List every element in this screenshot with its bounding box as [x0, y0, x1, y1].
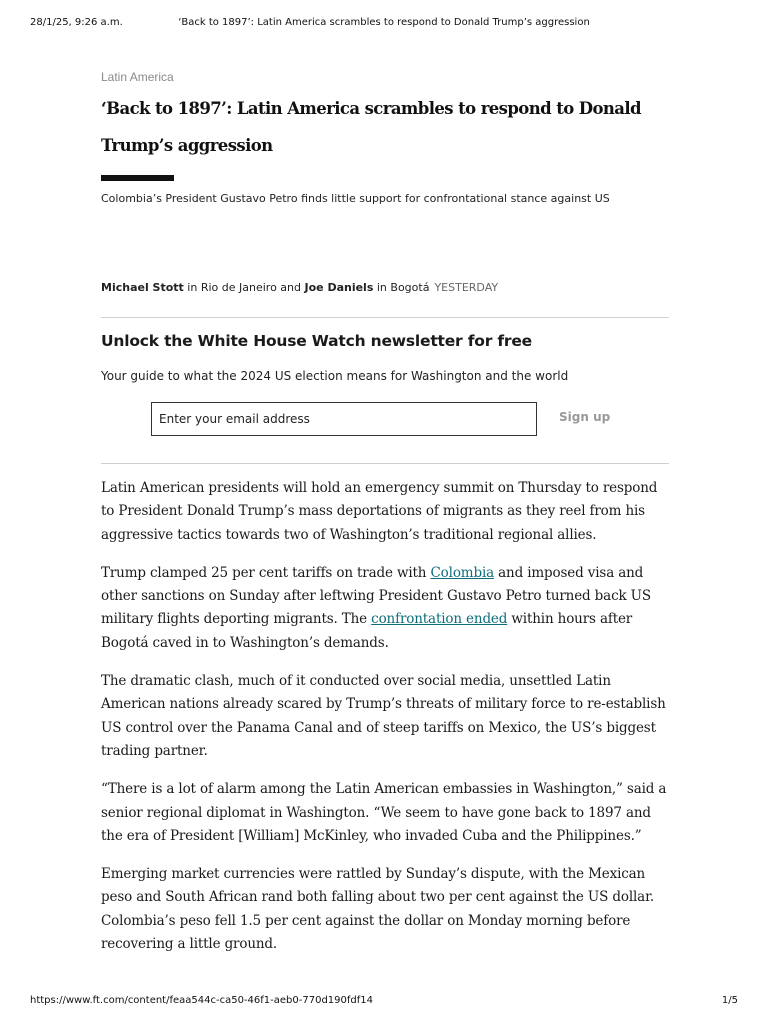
article	[101, 68, 669, 971]
headline-rule	[101, 175, 174, 181]
print-doc-title: ‘Back to 1897’: Latin America scrambles to respond to Donald Trump’s aggression	[178, 17, 590, 28]
body-paragraph: “There is a lot of alarm among the Latin American embassies in Washington,” said a senior regional diplomat in Washington. “We seem to have gone back to 1897 and the era of President [William] McKinley, who invaded Cuba and the Philippines.”	[101, 781, 667, 844]
author-name[interactable]: Michael Stott	[101, 281, 184, 294]
newsletter-description: Your guide to what the 2024 US election means for Washington and the world	[101, 369, 569, 383]
print-url: https://www.ft.com/content/feaa544c-ca50-46f1-aeb0-770d190fdf14	[30, 995, 373, 1006]
headline-line-2: Trump’s aggression	[101, 136, 273, 155]
email-field[interactable]: Enter your email address	[151, 402, 537, 436]
body-paragraph	[101, 562, 669, 655]
print-header	[30, 17, 738, 31]
section-link[interactable]: Latin America	[101, 70, 174, 84]
page-number: 1/5	[721, 995, 738, 1006]
print-date: 28/1/25, 9:26 a.m.	[30, 17, 123, 28]
body-text: and imposed visa and other sanctions on Sunday after leftwing President Gustavo Petro turned back US military flights deporting migrants. The	[101, 564, 651, 628]
body-text: within hours after Bogotá caved in to Washington’s demands.	[101, 611, 633, 651]
newsletter-signup	[101, 317, 669, 464]
print-footer	[30, 995, 738, 1009]
colombia-link[interactable]: Colombia	[430, 564, 495, 581]
confrontation-ended-link[interactable]: confrontation ended	[371, 611, 508, 628]
headline	[101, 90, 669, 164]
signup-button[interactable]: Sign up	[559, 410, 611, 424]
body-text: Trump clamped 25 per cent tariffs on trade with	[101, 564, 431, 581]
body-paragraph: Emerging market currencies were rattled by Sunday’s dispute, with the Mexican peso and South African rand both falling about two per cent against the US dollar. Colombia’s peso fell 1.5 per cent against the dollar on Monday morning before recovering a little ground.	[101, 866, 655, 953]
publish-timestamp: YESTERDAY	[434, 281, 499, 294]
body-paragraph: Latin American presidents will hold an emergency summit on Thursday to respond to President Donald Trump’s mass deportations of migrants as they reel from his aggressive tactics towards two of Washington’s traditional regional allies.	[101, 480, 658, 543]
standfirst: Colombia’s President Gustavo Petro finds little support for confrontational stance against US	[101, 192, 610, 205]
byline	[101, 280, 669, 296]
body-paragraph: The dramatic clash, much of it conducted over social media, unsettled Latin American nations already scared by Trump’s threats of military force to re-establish US control over the Panama Canal and of steep tariffs on Mexico, the US’s biggest trading partner.	[101, 673, 666, 759]
newsletter-title: Unlock the White House Watch newsletter for free	[101, 332, 532, 350]
author-location: in Bogotá	[373, 281, 430, 294]
author-location: in Rio de Janeiro and	[183, 281, 305, 294]
article-body	[101, 477, 669, 956]
author-name[interactable]: Joe Daniels	[304, 281, 374, 294]
headline-line-1: ‘Back to 1897’: Latin America scrambles to respond to Donald	[101, 99, 641, 118]
